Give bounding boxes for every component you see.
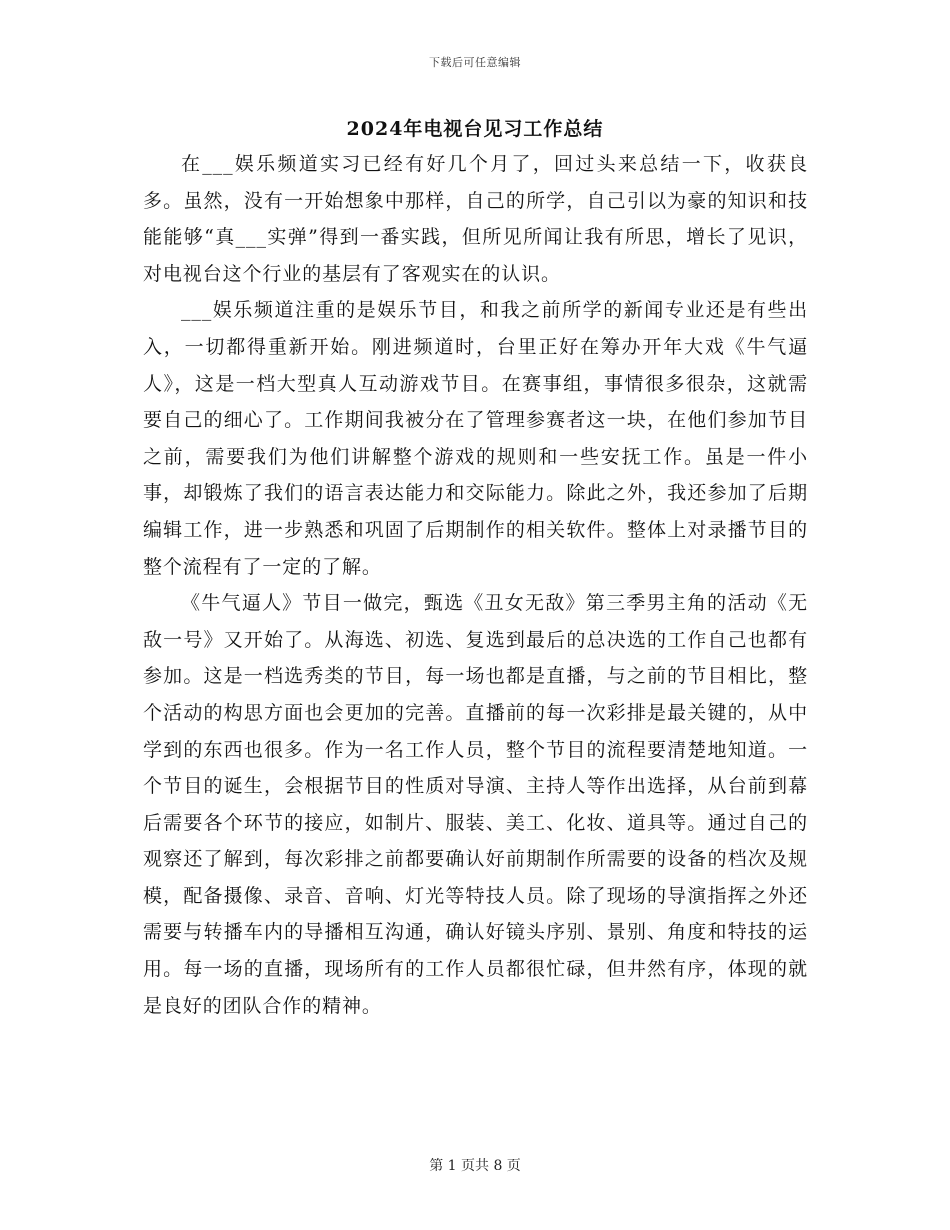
paragraph-3: 《牛气逼人》节目一做完，甄选《丑女无敌》第三季男主角的活动《无敌一号》又开始了。从海选、初选、复选到最后的总决选的工作自己也都有参加。这是一档选秀类的节目，每一场也都是直播，与之前的节目相比，整个活动的构思方面也会更加的完善。直播前的每一次彩排是最关键的，从中学到的东西也很多。作为一名工作人员，整个节目的流程要清楚地知道。一个节目的诞生，会根据节目的性质对导演、主持人等作出选择，从台前到幕后需要各个环节的接应，如制片、服装、美工、化妆、道具等。通过自己的观察还了解到，每次彩排之前都要确认好前期制作所需要的设备的档次及规模，配备摄像、录音、音响、灯光等特技人员。除了现场的导演指挥之外还需要与转播车内的导播相互沟通，确认好镜头序别、景别、角度和特技的运用。每一场的直播，现场所有的工作人员都很忙碌，但井然有序，体现的就是良好的团队合作的精神。 bbox=[143, 592, 808, 1017]
page-header-note: 下载后可任意编辑 bbox=[429, 56, 521, 69]
page-number-footer: 第 1 页共 8 页 bbox=[429, 1158, 521, 1174]
document-title: 2024年电视台见习工作总结 bbox=[346, 118, 604, 140]
paragraph-1: 在___娱乐频道实习已经有好几个月了，回过头来总结一下，收获良多。虽然，没有一开始想象中那样，自己的所学，自己引以为豪的知识和技能能够“真___实弹”得到一番实践，但所见所闻让我有所思，增长了见识，对电视台这个行业的基层有了客观实在的认识。 bbox=[143, 153, 808, 285]
document-body bbox=[143, 146, 808, 1024]
paragraph-2: ___娱乐频道注重的是娱乐节目，和我之前所学的新闻专业还是有些出入，一切都得重新开始。刚进频道时，台里正好在筹办开年大戏《牛气逼人》，这是一档大型真人互动游戏节目。在赛事组，事情很多很杂，这就需要自己的细心了。工作期间我被分在了管理参赛者这一块，在他们参加节目之前，需要我们为他们讲解整个游戏的规则和一些安抚工作。虽是一件小事，却锻炼了我们的语言表达能力和交际能力。除此之外，我还参加了后期编辑工作，进一步熟悉和巩固了后期制作的相关软件。整体上对录播节目的整个流程有了一定的了解。 bbox=[143, 299, 808, 578]
